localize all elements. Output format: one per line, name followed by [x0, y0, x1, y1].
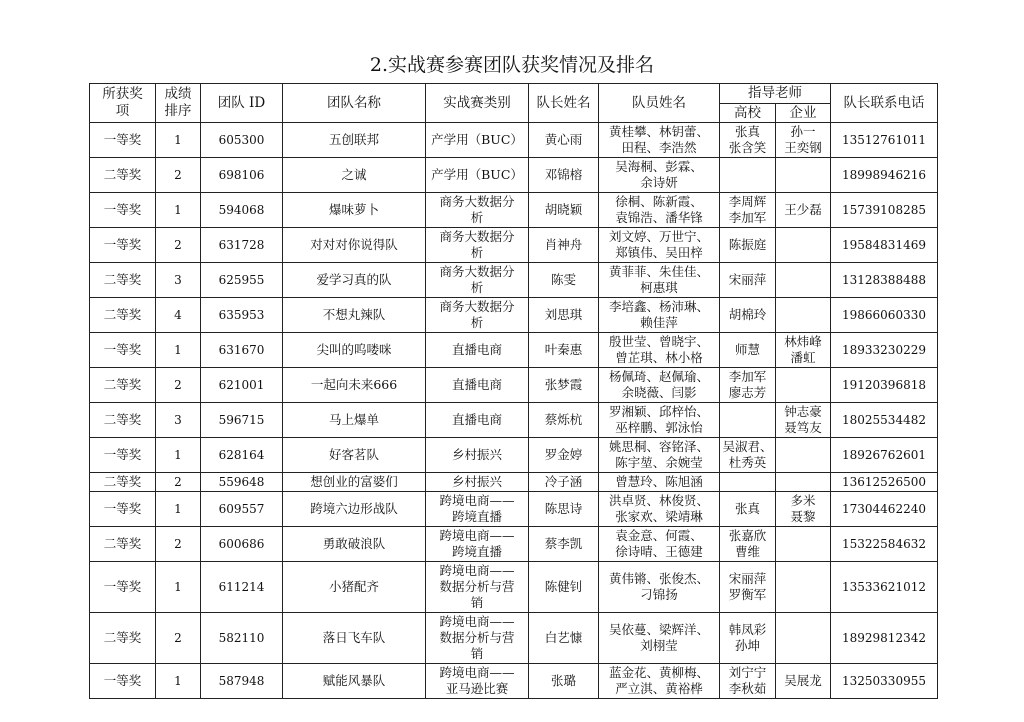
cell-leader: 张梦霞: [529, 368, 599, 403]
cell-leader: 张璐: [529, 664, 599, 699]
cell-members: 李培鑫、杨沛琳、 赖佳萍: [599, 298, 720, 333]
cell-rank: 3: [156, 263, 201, 298]
cell-leader: 罗金婷: [529, 438, 599, 473]
cell-award: 一等奖: [90, 193, 156, 228]
cell-team-name: 对对对你说得队: [283, 228, 426, 263]
cell-phone: 18998946216: [831, 158, 938, 193]
table-header: [90, 84, 938, 123]
cell-team-name: 不想丸辣队: [283, 298, 426, 333]
cell-members: 吴海桐、彭霖、 余诗妍: [599, 158, 720, 193]
cell-award: 一等奖: [90, 228, 156, 263]
cell-leader: 冷子涵: [529, 473, 599, 492]
page-title: 2.实战赛参赛团队获奖情况及排名: [369, 54, 655, 76]
header-category: 实战赛类别: [426, 84, 529, 123]
cell-phone: 13128388488: [831, 263, 938, 298]
cell-advisor-university: 张真: [720, 492, 776, 527]
cell-phone: 18933230229: [831, 333, 938, 368]
cell-team-id: 628164: [201, 438, 283, 473]
cell-members: 曾慧玲、陈旭涵: [599, 473, 720, 492]
cell-members: 吴依蔓、梁辉洋、 刘栩莹: [599, 613, 720, 664]
cell-team-name: 小猪配齐: [283, 562, 426, 613]
table-row: [90, 613, 938, 664]
cell-category: 产学用（BUC）: [426, 158, 529, 193]
cell-team-id: 594068: [201, 193, 283, 228]
header-advisor-university: 高校: [720, 104, 776, 123]
cell-advisor-university: 师慧: [720, 333, 776, 368]
header-team-id: 团队 ID: [201, 84, 283, 123]
table-row: [90, 562, 938, 613]
cell-category: 商务大数据分 析: [426, 263, 529, 298]
cell-members: 袁金意、何霞、 徐诗晴、王德建: [599, 527, 720, 562]
cell-rank: 1: [156, 193, 201, 228]
cell-leader: 胡晓颖: [529, 193, 599, 228]
cell-advisor-company: [776, 263, 831, 298]
cell-category: 商务大数据分 析: [426, 193, 529, 228]
cell-rank: 1: [156, 333, 201, 368]
cell-team-name: 马上爆单: [283, 403, 426, 438]
cell-advisor-company: [776, 562, 831, 613]
cell-team-name: 赋能风暴队: [283, 664, 426, 699]
cell-category: 商务大数据分 析: [426, 298, 529, 333]
cell-award: 一等奖: [90, 664, 156, 699]
cell-advisor-university: 宋丽萍 罗衡军: [720, 562, 776, 613]
cell-rank: 2: [156, 613, 201, 664]
header-rank: 成绩 排序: [156, 84, 201, 123]
cell-team-id: 635953: [201, 298, 283, 333]
cell-advisor-university: 宋丽萍: [720, 263, 776, 298]
cell-leader: 邓锦榕: [529, 158, 599, 193]
cell-team-id: 600686: [201, 527, 283, 562]
cell-members: 杨佩琦、赵佩瑜、 余晓薇、闫影: [599, 368, 720, 403]
cell-leader: 陈雯: [529, 263, 599, 298]
cell-team-name: 勇敢破浪队: [283, 527, 426, 562]
cell-phone: 18929812342: [831, 613, 938, 664]
cell-team-id: 621001: [201, 368, 283, 403]
cell-award: 二等奖: [90, 527, 156, 562]
table-row: [90, 438, 938, 473]
cell-rank: 1: [156, 664, 201, 699]
cell-team-id: 609557: [201, 492, 283, 527]
table-row: [90, 492, 938, 527]
header-leader: 队长姓名: [529, 84, 599, 123]
cell-members: 洪卓贤、林俊贤、 张家欢、梁靖琳: [599, 492, 720, 527]
cell-category: 商务大数据分 析: [426, 228, 529, 263]
cell-team-name: 一起向未来666: [283, 368, 426, 403]
cell-team-name: 五创联邦: [283, 123, 426, 158]
cell-advisor-company: 林炜峰 潘虹: [776, 333, 831, 368]
table-row: [90, 263, 938, 298]
header-phone: 队长联系电话: [831, 84, 938, 123]
cell-members: 殷世莹、曾晓宇、 曾芷琪、林小格: [599, 333, 720, 368]
table-row: [90, 664, 938, 699]
cell-category: 直播电商: [426, 403, 529, 438]
cell-category: 跨境电商—— 跨境直播: [426, 527, 529, 562]
cell-advisor-company: 钟志豪 聂笃友: [776, 403, 831, 438]
cell-team-id: 605300: [201, 123, 283, 158]
cell-leader: 肖神舟: [529, 228, 599, 263]
cell-team-id: 559648: [201, 473, 283, 492]
cell-advisor-company: [776, 158, 831, 193]
cell-team-name: 爆味萝卜: [283, 193, 426, 228]
cell-members: 姚思桐、容铭泽、 陈宇堃、余婉莹: [599, 438, 720, 473]
cell-category: 跨境电商—— 跨境直播: [426, 492, 529, 527]
cell-advisor-university: 刘宁宁 李秋茹: [720, 664, 776, 699]
cell-phone: 18025534482: [831, 403, 938, 438]
cell-phone: 17304462240: [831, 492, 938, 527]
cell-members: 黄桂攀、林钥蕾、 田程、李浩然: [599, 123, 720, 158]
cell-rank: 4: [156, 298, 201, 333]
cell-award: 二等奖: [90, 368, 156, 403]
cell-rank: 1: [156, 492, 201, 527]
cell-team-name: 爱学习真的队: [283, 263, 426, 298]
cell-leader: 白艺慷: [529, 613, 599, 664]
cell-team-name: 之诚: [283, 158, 426, 193]
cell-members: 刘文婷、万世宁、 郑镇伟、吴田梓: [599, 228, 720, 263]
header-advisor-company: 企业: [776, 104, 831, 123]
cell-rank: 2: [156, 228, 201, 263]
table-row: [90, 158, 938, 193]
cell-advisor-company: 多米 聂黎: [776, 492, 831, 527]
cell-advisor-university: 胡棉玲: [720, 298, 776, 333]
cell-category: 跨境电商—— 数据分析与营 销: [426, 562, 529, 613]
cell-award: 一等奖: [90, 333, 156, 368]
cell-members: 黄菲菲、朱佳佳、 柯惠琪: [599, 263, 720, 298]
cell-rank: 1: [156, 562, 201, 613]
cell-team-id: 611214: [201, 562, 283, 613]
cell-team-name: 好客茗队: [283, 438, 426, 473]
cell-category: 直播电商: [426, 368, 529, 403]
cell-phone: 13533621012: [831, 562, 938, 613]
cell-advisor-university: 韩凤彩 孙坤: [720, 613, 776, 664]
cell-leader: 蔡烁杭: [529, 403, 599, 438]
cell-category: 产学用（BUC）: [426, 123, 529, 158]
cell-advisor-university: 李周辉 李加军: [720, 193, 776, 228]
cell-advisor-university: 吴淑君、 杜秀英: [720, 438, 776, 473]
cell-advisor-university: 陈振庭: [720, 228, 776, 263]
cell-category: 跨境电商—— 数据分析与营 销: [426, 613, 529, 664]
cell-leader: 蔡李凯: [529, 527, 599, 562]
cell-award: 一等奖: [90, 438, 156, 473]
cell-team-id: 587948: [201, 664, 283, 699]
cell-phone: 13512761011: [831, 123, 938, 158]
cell-advisor-company: 吴展龙: [776, 664, 831, 699]
cell-advisor-university: 张真 张含笑: [720, 123, 776, 158]
cell-advisor-university: [720, 403, 776, 438]
table-row: [90, 333, 938, 368]
cell-category: 跨境电商—— 亚马逊比赛: [426, 664, 529, 699]
cell-team-id: 596715: [201, 403, 283, 438]
table-row: [90, 473, 938, 492]
header-team-name: 团队名称: [283, 84, 426, 123]
header-members: 队员姓名: [599, 84, 720, 123]
cell-advisor-company: [776, 473, 831, 492]
cell-phone: 18926762601: [831, 438, 938, 473]
cell-award: 一等奖: [90, 492, 156, 527]
cell-advisor-university: [720, 473, 776, 492]
table-row: [90, 228, 938, 263]
cell-team-name: 想创业的富婆们: [283, 473, 426, 492]
cell-team-name: 尖叫的呜喽咪: [283, 333, 426, 368]
cell-members: 蓝金花、黄柳梅、 严立淇、黄裕桦: [599, 664, 720, 699]
cell-rank: 2: [156, 527, 201, 562]
cell-members: 黄伟锵、张俊杰、 刁锦扬: [599, 562, 720, 613]
cell-category: 乡村振兴: [426, 473, 529, 492]
cell-team-id: 625955: [201, 263, 283, 298]
cell-rank: 2: [156, 473, 201, 492]
table-row: [90, 368, 938, 403]
cell-phone: 13250330955: [831, 664, 938, 699]
cell-team-id: 582110: [201, 613, 283, 664]
cell-rank: 1: [156, 438, 201, 473]
table-row: [90, 298, 938, 333]
table-row: [90, 123, 938, 158]
cell-award: 二等奖: [90, 263, 156, 298]
table-row: [90, 193, 938, 228]
cell-phone: 15739108285: [831, 193, 938, 228]
cell-category: 直播电商: [426, 333, 529, 368]
cell-advisor-company: [776, 527, 831, 562]
header-advisor: 指导老师: [720, 84, 831, 104]
cell-phone: 19584831469: [831, 228, 938, 263]
cell-advisor-university: 张嘉欣 曹维: [720, 527, 776, 562]
cell-members: 徐桐、陈新霞、 袁锦浩、潘华锋: [599, 193, 720, 228]
cell-phone: 15322584632: [831, 527, 938, 562]
cell-phone: 13612526500: [831, 473, 938, 492]
table-body: [90, 123, 938, 699]
cell-advisor-company: 王少磊: [776, 193, 831, 228]
cell-leader: 黄心雨: [529, 123, 599, 158]
cell-award: 一等奖: [90, 562, 156, 613]
cell-team-name: 落日飞车队: [283, 613, 426, 664]
cell-rank: 2: [156, 158, 201, 193]
cell-rank: 2: [156, 368, 201, 403]
cell-award: 二等奖: [90, 613, 156, 664]
cell-team-id: 698106: [201, 158, 283, 193]
cell-team-id: 631728: [201, 228, 283, 263]
cell-award: 二等奖: [90, 403, 156, 438]
cell-advisor-university: [720, 158, 776, 193]
cell-category: 乡村振兴: [426, 438, 529, 473]
cell-phone: 19120396818: [831, 368, 938, 403]
cell-award: 二等奖: [90, 158, 156, 193]
table-row: [90, 527, 938, 562]
cell-advisor-company: [776, 228, 831, 263]
cell-advisor-company: 孙一 王奕钢: [776, 123, 831, 158]
cell-phone: 19866060330: [831, 298, 938, 333]
cell-rank: 1: [156, 123, 201, 158]
cell-award: 二等奖: [90, 298, 156, 333]
cell-team-name: 跨境六边形战队: [283, 492, 426, 527]
cell-leader: 叶秦惠: [529, 333, 599, 368]
award-ranking-table: [89, 83, 938, 699]
cell-leader: 陈健钊: [529, 562, 599, 613]
cell-advisor-company: [776, 438, 831, 473]
cell-advisor-company: [776, 613, 831, 664]
cell-leader: 陈思诗: [529, 492, 599, 527]
cell-leader: 刘思琪: [529, 298, 599, 333]
cell-team-id: 631670: [201, 333, 283, 368]
cell-award: 一等奖: [90, 123, 156, 158]
cell-advisor-company: [776, 298, 831, 333]
header-award: 所获奖 项: [90, 84, 156, 123]
table-row: [90, 403, 938, 438]
cell-members: 罗湘颖、邱梓怡、 巫梓鹏、郭泳怡: [599, 403, 720, 438]
cell-award: 二等奖: [90, 473, 156, 492]
cell-advisor-company: [776, 368, 831, 403]
cell-rank: 3: [156, 403, 201, 438]
cell-advisor-university: 李加军 廖志芳: [720, 368, 776, 403]
